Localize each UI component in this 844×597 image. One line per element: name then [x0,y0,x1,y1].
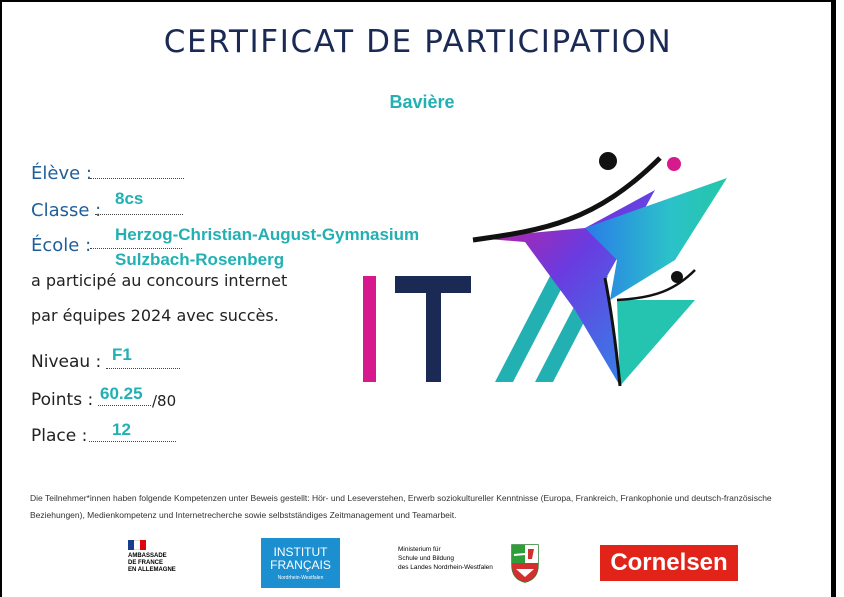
institut-line1: INSTITUT [273,545,328,559]
points-label: Points : [31,390,94,410]
certificate-title: CERTIFICAT DE PARTICIPATION [163,24,673,60]
pink-dot [667,157,681,171]
institut-line2: FRANÇAIS [270,558,331,572]
points-max: /80 [152,392,177,410]
dancer-leg [617,300,695,386]
ambassade-logo [128,540,190,590]
participation-text-line1: a participé au concours internet [31,271,288,290]
eleve-dotted-line [90,178,184,179]
region-name: Bavière [389,92,455,112]
institut-francais-logo [261,538,340,588]
place-dotted-line [89,441,176,442]
institut-line3: Nordrhein-Westfalen [277,575,324,581]
nrw-coat-of-arms-icon [510,543,540,583]
classe-value: 8cs [115,189,144,208]
competences-footnote: Die Teilnehmer*innen haben folgende Kompetenzen unter Beweis gestellt: Hör- und Leseverstehen, Erwerb soziokultureller Kenntnisse (Europa, Frankreich, Frankophonie und deutsch-französische Beziehungen), Medienkompetenz und Internetrecherche sowie selbstständiges Zeitmanagement und Teamarbeit. [30,493,772,520]
cornelsen-logo: Cornelsen [600,545,738,581]
ecole-label: École : [31,235,92,256]
points-dotted-line [98,405,151,406]
ecole-dotted-line [90,248,182,249]
place-label: Place : [31,426,88,446]
ministerium-line3: des Landes Nordrhein-Westfalen [398,564,493,571]
itw-logo [355,150,745,390]
black-dot [671,271,683,283]
dancer-head [599,152,617,170]
points-value: 60.25 [100,384,143,403]
ministerium-line1: Ministerium für [398,546,441,553]
niveau-value: F1 [112,345,132,364]
letter-i [363,276,376,382]
ministerium-line2: Schule und Bildung [398,555,455,562]
niveau-dotted-line [106,368,180,369]
eleve-label: Élève : [31,163,92,184]
ambassade-line2: DE FRANCE [128,560,164,566]
participation-text-line2: par équipes 2024 avec succès. [31,306,279,325]
niveau-label: Niveau : [31,352,102,372]
place-value: 12 [112,420,131,439]
classe-label: Classe : [31,200,102,221]
ministerium-logo [398,543,543,587]
letter-t-stem [426,276,441,382]
classe-dotted-line [95,214,183,215]
ambassade-line3: EN ALLEMAGNE [128,567,176,573]
ecole-value-line1: Herzog-Christian-August-Gymnasium [115,225,420,244]
ecole-value-line2: Sulzbach-Rosenberg [115,250,285,269]
french-flag-icon [128,540,146,550]
ambassade-line1: AMBASSADE [128,553,167,559]
